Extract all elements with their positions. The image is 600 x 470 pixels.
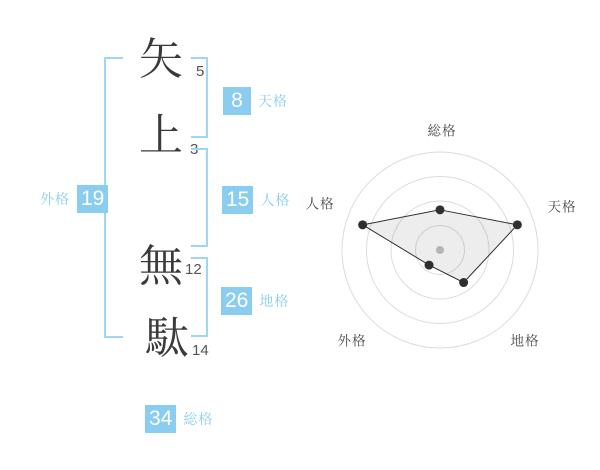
soukaku-value: 34 <box>145 405 176 433</box>
jinkaku-bracket <box>191 148 208 247</box>
name-char-3: 無 <box>139 242 183 291</box>
chikaku-value: 26 <box>221 287 252 315</box>
radar-axis-label: 外格 <box>337 333 367 349</box>
radar-data-point <box>425 261 434 270</box>
radar-axis-label: 地格 <box>510 333 540 349</box>
stroke-count-4: 14 <box>192 342 209 359</box>
radar-axis-label: 天格 <box>547 199 577 215</box>
radar-center-dot <box>436 246 444 254</box>
tenkaku-value: 8 <box>223 87 251 115</box>
name-char-1: 矢 <box>139 35 183 84</box>
radar-data-point <box>358 220 367 229</box>
gaikaku-label: 外格 <box>40 191 70 207</box>
name-char-4: 駄 <box>145 314 189 363</box>
soukaku-label: 総格 <box>183 411 214 427</box>
radar-data-point <box>459 278 468 287</box>
jinkaku-score <box>222 186 290 214</box>
radar-data-point <box>513 220 522 229</box>
jinkaku-label: 人格 <box>260 192 291 208</box>
radar-axis-label: 総格 <box>427 123 457 139</box>
gaikaku-value: 19 <box>77 185 108 213</box>
tenkaku-label: 天格 <box>258 93 288 109</box>
radar-chart <box>300 110 600 390</box>
radar-data-point <box>436 205 445 214</box>
stroke-count-3: 12 <box>185 261 202 278</box>
tenkaku-bracket <box>191 57 208 138</box>
chikaku-score <box>221 287 289 315</box>
stroke-count-1: 5 <box>196 63 205 80</box>
name-char-2: 上 <box>139 111 183 160</box>
radar-axis-label: 人格 <box>305 196 335 212</box>
soukaku-score <box>145 405 213 433</box>
stroke-count-2: 3 <box>190 141 199 158</box>
jinkaku-value: 15 <box>222 186 253 214</box>
tenkaku-score <box>223 87 288 115</box>
gaikaku-score <box>40 185 108 213</box>
chikaku-label: 地格 <box>259 293 290 309</box>
chikaku-bracket <box>191 257 208 337</box>
